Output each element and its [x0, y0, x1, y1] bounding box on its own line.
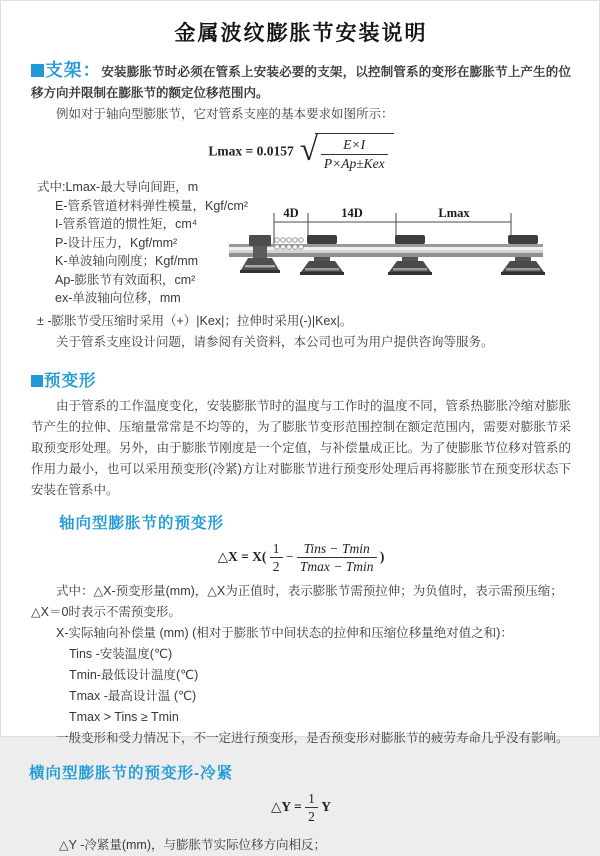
lmax-formula-lhs: Lmax = 0.0157 — [208, 143, 294, 159]
dy-formula-rhs: Y — [321, 798, 331, 814]
support-intro-paragraph — [31, 60, 571, 104]
lateral-note: △Y -冷紧量(mm)，与膨胀节实际位移方向相反； — [59, 837, 327, 852]
definition-line: 式中:Lmax-最大导向间距，m — [37, 180, 199, 195]
minus-sign: − — [285, 548, 294, 564]
one-half-fraction — [270, 541, 283, 575]
support-section-heading — [31, 60, 101, 80]
fraction-denominator: 2 — [272, 559, 280, 575]
note-line: Tins -安装温度(℃) — [69, 646, 173, 661]
plusminus-note: ± -膨胀节受压缩时采用（+）|Kex|；拉伸时采用(-)|Kex|。 — [37, 313, 353, 328]
sqrt-expression — [300, 133, 394, 172]
sqrt-radical-icon: √ — [299, 131, 318, 168]
fraction-denominator: Tmax − Tmin — [299, 559, 374, 575]
support-intro-text: 安装膨胀节时必须在管系上安装必要的支架，以控制管系的变形在膨胀节上产生的位移方向并限制在膨胀节的额定位移范围内。 — [31, 65, 572, 100]
lateral-predeform-heading: 横向型膨胀节的预变形-冷紧 — [29, 764, 234, 782]
one-half-fraction — [305, 791, 318, 825]
predeform-heading-label: 预变形 — [44, 371, 97, 390]
diagram-label-14d: 14D — [341, 206, 363, 221]
bellows-icon — [275, 238, 304, 250]
section-bullet-icon — [31, 375, 43, 387]
lmax-fraction — [321, 137, 388, 171]
definition-line: ex-单波轴向位移，mm — [55, 291, 181, 306]
predeform-section-heading — [31, 367, 571, 391]
fraction-denominator: 2 — [308, 809, 315, 825]
fraction-numerator: 1 — [270, 541, 283, 559]
axial-predeform-formula — [31, 541, 571, 575]
definition-line: I-管系管道的惯性矩，cm⁴ — [55, 217, 198, 232]
lateral-predeform-formula — [31, 791, 571, 825]
definition-line: K-单波轴向刚度；Kgf/mm — [55, 254, 199, 269]
fraction-numerator: Tins − Tmin — [297, 541, 377, 559]
consult-note: 关于管系支座设计问题，请参阅有关资料，本公司也可为用户提供咨询等服务。 — [56, 334, 494, 349]
support-example-line: 例如对于轴向型膨胀节，它对管系支座的基本要求如图所示： — [56, 107, 394, 121]
section-bullet-icon — [31, 64, 44, 77]
note-line: Tmax > Tins ≥ Tmin — [69, 709, 179, 724]
definition-line: P-设计压力，Kgf/mm² — [55, 235, 178, 250]
lmax-fraction-denominator: P×Ap±Kex — [323, 155, 385, 171]
predeform-paragraph: 由于管系的工作温度变化，安装膨胀节时的温度与工作时的温度不同，管系热膨胀冷缩对膨胀节产生的拉伸、压缩量常常是不均等的，为了膨胀节变形范围控制在额定范围内，需要对膨胀节采取预变形处理。另外，由于膨胀节刚度是一个定值，与补偿量成正比。为了使膨胀节位移对管系的作用力最小，也可以采用预变形(冷紧)方让对膨胀节进行预变形处理后再将膨胀节在预变形状态下安装在管系中。 — [31, 398, 571, 497]
fraction-numerator: 1 — [305, 791, 318, 809]
note-line: 式中：△X-预变形量(mm)，△X为正值时，表示膨胀节需预拉伸；为负值时，表示需预压缩；△X＝0时表示不需预变形。 — [31, 583, 563, 619]
dx-formula-rhs: ) — [379, 548, 385, 564]
lmax-fraction-numerator: E×I — [321, 137, 388, 155]
dy-formula-lhs: △Y = — [271, 798, 302, 814]
support-heading-label: 支架： — [45, 60, 102, 80]
page-title: 金属波纹膨胀节安装说明 — [174, 22, 428, 45]
pipe-support-diagram — [229, 202, 577, 302]
note-line: X-实际轴向补偿量 (mm) (相对于膨胀节中间状态的拉伸和压缩位移量绝对值之和)： — [56, 625, 513, 640]
lmax-formula — [31, 133, 571, 172]
axial-predeform-heading: 轴向型膨胀节的预变形 — [59, 514, 225, 532]
note-line: Tmin-最低设计温度(℃) — [69, 667, 199, 682]
diagram-label-4d: 4D — [283, 206, 299, 221]
note-line: 一般变形和受力情况下，不一定进行预变形，是否预变形对膨胀节的疲劳寿命几乎没有影响。 — [56, 730, 569, 745]
dx-formula-lhs: △X = X( — [217, 548, 267, 564]
diagram-label-lmax: Lmax — [438, 206, 470, 221]
sqrt-radicand — [315, 133, 394, 172]
axial-notes — [31, 581, 571, 749]
note-line: Tmax -最高设计温 (℃) — [69, 688, 197, 703]
definition-line: E-管系管道材料弹性模量，Kgf/cm² — [55, 198, 249, 213]
temperature-fraction — [297, 541, 377, 575]
definition-line: Ap-膨胀节有效面积，cm² — [55, 272, 196, 287]
document-content — [1, 1, 599, 856]
definitions-and-diagram — [31, 178, 571, 308]
